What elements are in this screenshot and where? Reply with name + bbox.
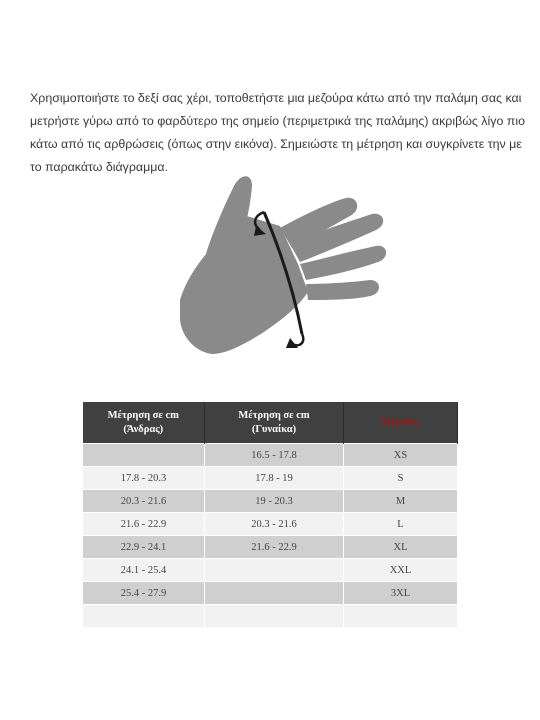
table-row	[83, 513, 458, 536]
cell-men: 25.4 - 27.9	[83, 582, 205, 605]
cell-men: 20.3 - 21.6	[83, 490, 205, 513]
table-row	[83, 444, 458, 467]
table-row	[83, 536, 458, 559]
cell-size: XXL	[344, 559, 458, 582]
table-row	[83, 605, 458, 628]
cell-size: XS	[344, 444, 458, 467]
cell-women: 16.5 - 17.8	[205, 444, 344, 467]
table-header-row	[83, 402, 458, 444]
instructions-text: Χρησιμοποιήστε το δεξί σας χέρι, τοποθετήστε μια μεζούρα κάτω από την παλάμη σας και μετρήστε γύρω από το φαρδύτερο της σημείο (περιμετρικά της παλάμης) ακριβώς λίγο πιο κάτω από τις αρθρώσεις (όπως στην εικόνα). Σημειώστε τη μέτρηση και συγκρίνετε την με το παρακάτω διάγραμμα.	[30, 91, 525, 175]
table-row	[83, 467, 458, 490]
cell-men: 17.8 - 20.3	[83, 467, 205, 490]
size-chart-table	[82, 402, 458, 628]
cell-size	[344, 605, 458, 628]
cell-men	[83, 605, 205, 628]
table-row	[83, 582, 458, 605]
header-size: Μέγεθος	[344, 402, 458, 444]
cell-men: 21.6 - 22.9	[83, 513, 205, 536]
cell-size: L	[344, 513, 458, 536]
header-men: Μέτρηση σε cm (Άνδρας)	[83, 402, 205, 444]
hand-illustration	[168, 172, 390, 362]
cell-men: 24.1 - 25.4	[83, 559, 205, 582]
cell-women: 19 - 20.3	[205, 490, 344, 513]
table-row	[83, 559, 458, 582]
hand-measure-icon	[168, 172, 390, 357]
cell-men	[83, 444, 205, 467]
cell-women: 20.3 - 21.6	[205, 513, 344, 536]
cell-men: 22.9 - 24.1	[83, 536, 205, 559]
cell-women	[205, 559, 344, 582]
cell-women: 21.6 - 22.9	[205, 536, 344, 559]
header-women: Μέτρηση σε cm (Γυναίκα)	[205, 402, 344, 444]
table-row	[83, 490, 458, 513]
cell-size: M	[344, 490, 458, 513]
cell-size: S	[344, 467, 458, 490]
cell-size: 3XL	[344, 582, 458, 605]
cell-women	[205, 582, 344, 605]
cell-women: 17.8 - 19	[205, 467, 344, 490]
cell-size: XL	[344, 536, 458, 559]
cell-women	[205, 605, 344, 628]
